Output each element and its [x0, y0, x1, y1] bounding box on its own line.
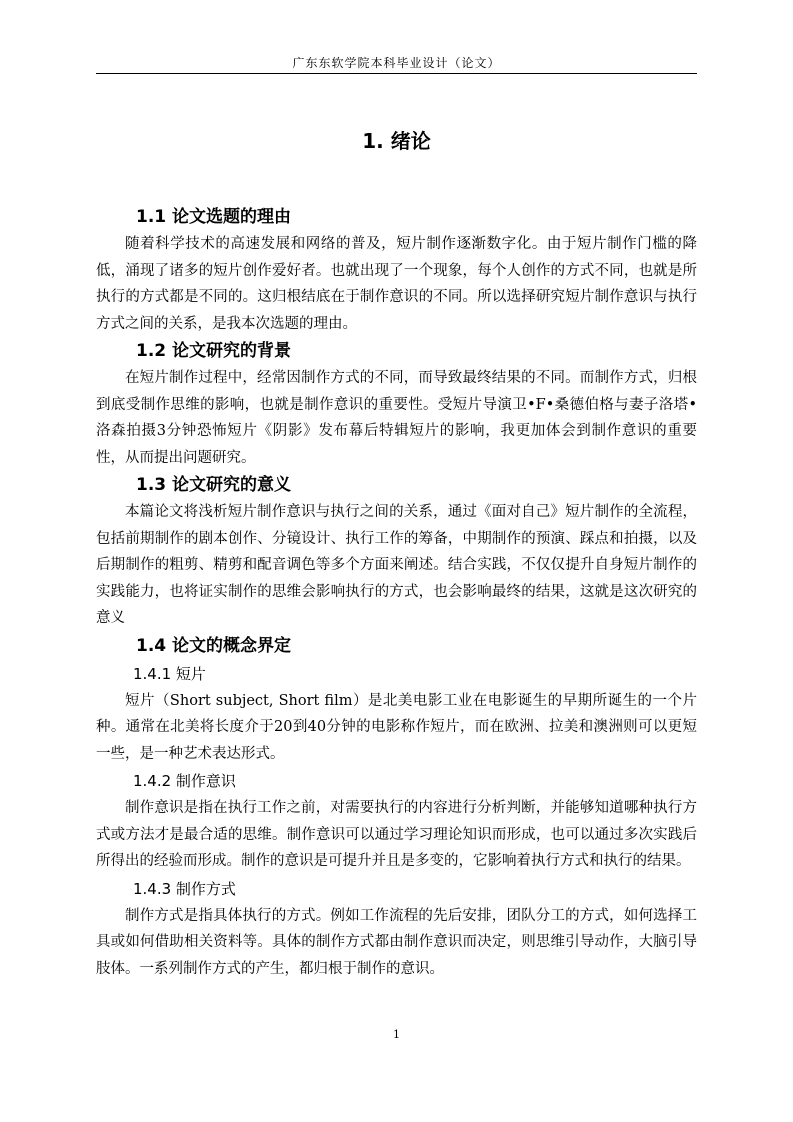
section-paragraph: 随着科学技术的高速发展和网络的普及，短片制作逐渐数字化。由于短片制作门槛的降低，涌现了诸多的短片创作爱好者。也就出现了一个现象，每个人创作的方式不同，也就是所执行的方式都是不同的。这归根结底在于制作意识的不同。所以选择研究短片制作意识与执行方式之间的关系，是我本次选题的理由。	[96, 236, 697, 332]
subsection-paragraph: 制作方式是指具体执行的方式。例如工作流程的先后安排，团队分工的方式，如何选择工具或如何借助相关资料等。具体的制作方式都由制作意识而决定，则思维引导动作，大脑引导肢体。一系列制作方式的产生，都归根于制作的意识。	[96, 907, 697, 977]
section-heading: 1.1 论文选题的理由	[136, 207, 292, 227]
page-number: 1	[393, 1028, 400, 1041]
section-heading: 1.2 论文研究的背景	[136, 341, 292, 361]
subsection-heading: 1.4.2 制作意识	[133, 772, 236, 790]
page-header: 广东东软学院本科毕业设计（论文）	[292, 56, 501, 70]
subsection-heading: 1.4.1 短片	[133, 664, 206, 683]
subsection-paragraph: 制作意识是指在执行工作之前，对需要执行的内容进行分析判断，并能够知道哪种执行方式或方法才是最合适的思维。制作意识可以通过学习理论知识而形成，也可以通过多次实践后所得出的经验而形成。制作的意识是可提升并且是多变的，它影响着执行方式和执行的结果。	[96, 800, 697, 869]
section-heading: 1.4 论文的概念界定	[136, 635, 292, 656]
chapter-title: 1. 绪论	[362, 129, 431, 153]
subsection-heading: 1.4.3 制作方式	[133, 879, 236, 898]
section-paragraph: 本篇论文将浅析短片制作意识与执行之间的关系，通过《面对自己》短片制作的全流程，包括前期制作的剧本创作、分镜设计、执行工作的筹备，中期制作的预演、踩点和拍摄，以及后期制作的粗剪、精剪和配音调色等多个方面来阐述。结合实践，不仅仅提升自身短片制作的实践能力，也将证实制作的思维会影响执行的方式，也会影响最终的结果，这就是这次研究的意义	[96, 504, 697, 626]
main-content	[96, 203, 697, 982]
section-paragraph: 在短片制作过程中，经常因制作方式的不同，而导致最终结果的不同。而制作方式，归根到底受制作思维的影响，也就是制作意识的重要性。受短片导演卫•F•桑德伯格与妻子洛塔•洛森拍摄3分钟恐怖短片《阴影》发布幕后特辑短片的影响，我更加体会到制作意识的重要性，从而提出问题研究。	[96, 370, 697, 466]
header-rule	[96, 73, 697, 74]
subsection-paragraph: 短片（Short subject, Short film）是北美电影工业在电影诞生的早期所诞生的一个片种。通常在北美将长度介于20到40分钟的电影称作短片，而在欧洲、拉美和澳洲则可以更短一些，是一种艺术表达形式。	[96, 692, 697, 762]
section-heading: 1.3 论文研究的意义	[136, 475, 292, 495]
